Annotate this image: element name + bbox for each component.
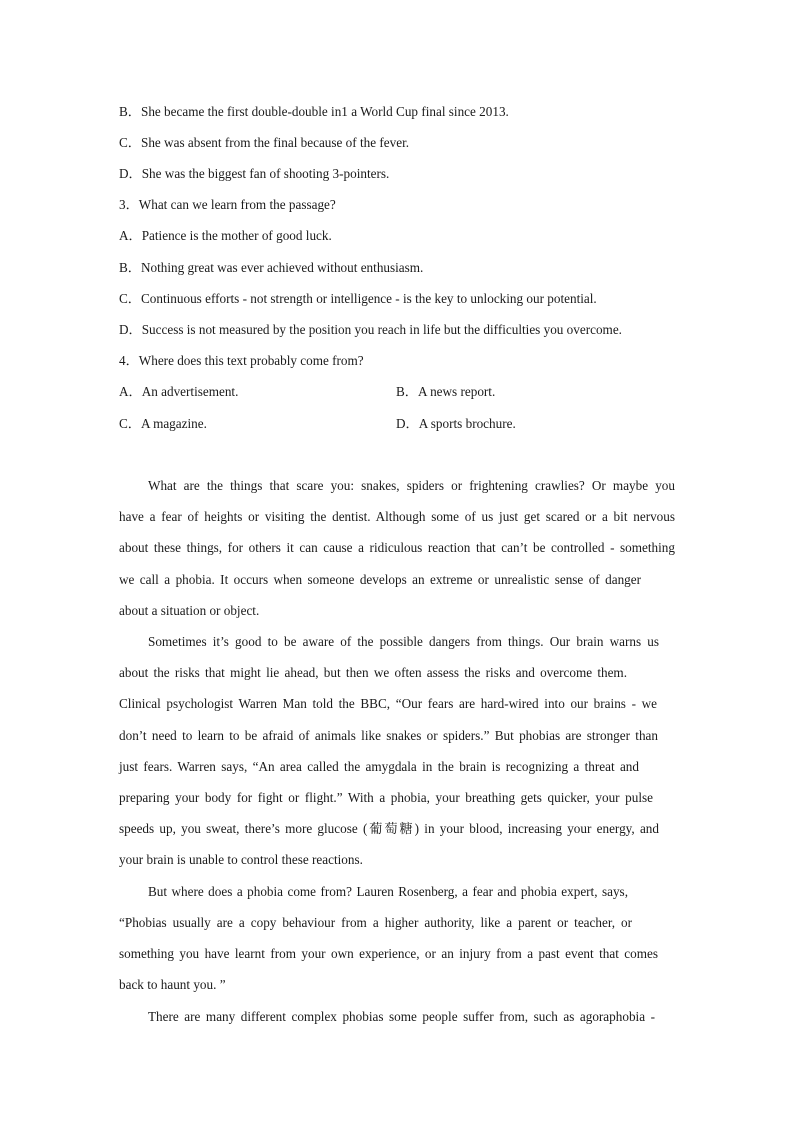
passage-p1-line: about these things, for others it can cause a ridiculous reaction that can’t be controlled - something [119,540,675,555]
q4-option-a: A．An advertisement. [119,384,239,399]
passage-p2-line: Clinical psychologist Warren Man told the BBC, “Our fears are hard-wired into our brains - we [119,696,657,711]
q3-option-c: C．Continuous efforts - not strength or intelligence - is the key to unlocking our potential. [119,291,597,306]
passage-p1-line: What are the things that scare you: snakes, spiders or frightening crawlies? Or maybe you [148,478,675,493]
q3-option-d: D．Success is not measured by the position you reach in life but the difficulties you overcome. [119,322,622,337]
passage-p2-line: just fears. Warren says, “An area called the amygdala in the brain is recognizing a threat and [119,759,639,774]
passage-p2-line: don’t need to learn to be afraid of animals like snakes or spiders.” But phobias are stronger than [119,728,658,743]
q2-option-b: B．She became the first double-double in1 a World Cup final since 2013. [119,104,509,119]
q4-option-d: D．A sports brochure. [396,416,516,431]
passage-p3-line: “Phobias usually are a copy behaviour from a higher authority, like a parent or teacher, or [119,915,632,930]
passage-p2-line: speeds up, you sweat, there’s more glucose (葡萄糖) in your blood, increasing your energy, and [119,821,659,836]
q3-option-a: A．Patience is the mother of good luck. [119,228,332,243]
passage-p3-line: something you have learnt from your own experience, or an injury from a past event that comes [119,946,658,961]
passage-p2-line: preparing your body for fight or flight.” With a phobia, your breathing gets quicker, your pulse [119,790,653,805]
passage-p1-line: have a fear of heights or visiting the dentist. Although some of us just get scared or a bit nervous [119,509,675,524]
q3-option-b: B．Nothing great was ever achieved without enthusiasm. [119,260,424,275]
q3-stem: 3．What can we learn from the passage? [119,197,336,212]
passage-p3-line: But where does a phobia come from? Lauren Rosenberg, a fear and phobia expert, says, [148,884,628,899]
passage-p1-line: we call a phobia. It occurs when someone develops an extreme or unrealistic sense of danger [119,572,641,587]
passage-p4-line: There are many different complex phobias some people suffer from, such as agoraphobia - [148,1009,655,1024]
passage-p2-line: Sometimes it’s good to be aware of the possible dangers from things. Our brain warns us [148,634,659,649]
q2-option-d: D．She was the biggest fan of shooting 3-pointers. [119,166,390,181]
passage-p2-line: about the risks that might lie ahead, but then we often assess the risks and overcome them. [119,665,627,680]
passage-p2-line: your brain is unable to control these reactions. [119,852,363,867]
q4-stem: 4．Where does this text probably come from? [119,353,364,368]
q2-option-c: C．She was absent from the final because of the fever. [119,135,410,150]
passage-p3-line: back to haunt you. ” [119,977,226,992]
q4-option-b: B．A news report. [396,384,496,399]
q4-option-c: C．A magazine. [119,416,207,431]
passage-p1-line: about a situation or object. [119,603,260,618]
